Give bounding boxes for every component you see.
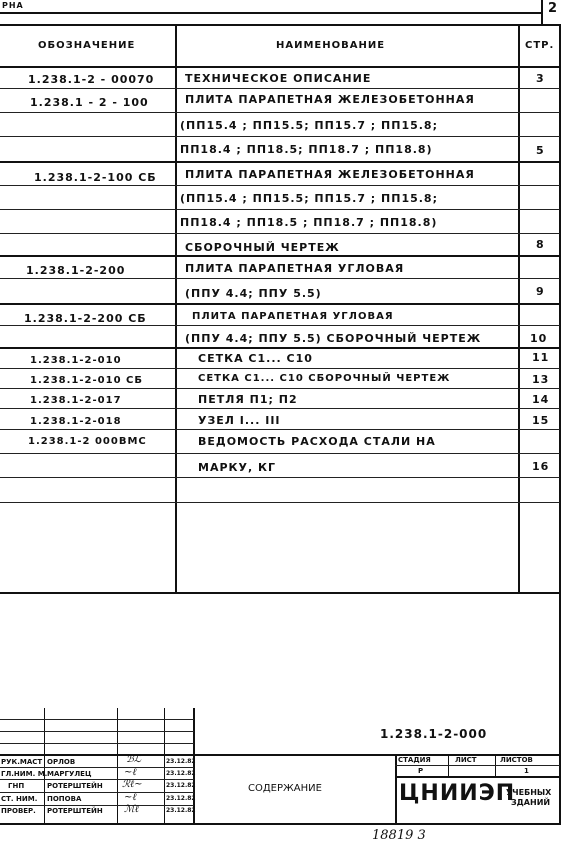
table-row (0, 409, 560, 430)
row-page: 8 (536, 238, 545, 251)
row-name: УЗЕЛ I... III (198, 414, 281, 427)
row-page: 9 (536, 285, 545, 298)
row-name: (ПП15.4 ; ПП15.5; ПП15.7 ; ПП15.8; (180, 192, 438, 205)
row-name: (ППУ 4.4; ППУ 5.5) СБОРОЧНЫЙ ЧЕРТЕЖ (185, 332, 482, 345)
table-row (0, 89, 560, 113)
signer-row (0, 793, 194, 805)
table-row (0, 454, 560, 478)
signer-row (0, 805, 194, 817)
sheets-value: 1 (524, 767, 529, 775)
row-name: ПЛИТА ПАРАПЕТНАЯ УГЛОВАЯ (192, 311, 394, 322)
row-page: 13 (532, 373, 550, 386)
table-row (0, 279, 560, 304)
row-page: 15 (532, 414, 550, 427)
row-name: СЕТКА С1... С10 (198, 352, 313, 365)
top-rule (0, 12, 542, 14)
signer-name: РОТЕРШТЕЙН (47, 782, 103, 790)
signer-date: 23.12.82 (166, 782, 196, 789)
signer-name: ПОПОВА (47, 795, 82, 803)
row-designation: 1.238.1-2-200 (26, 264, 126, 277)
row-name: СЕТКА С1... С10 СБОРОЧНЫЙ ЧЕРТЕЖ (198, 373, 451, 384)
contents-table (0, 24, 561, 644)
title-block (0, 708, 561, 824)
table-row (0, 430, 560, 454)
row-designation: 1.238.1 - 2 - 100 (30, 96, 149, 109)
row-name: (ППУ 4.4; ППУ 5.5) (185, 287, 322, 300)
signer-date: 23.12.82 (166, 807, 196, 814)
stage-label: СТАДИЯ (398, 756, 431, 764)
signer-role: ГНП (8, 782, 25, 790)
row-name: (ПП15.4 ; ПП15.5; ПП15.7 ; ПП15.8; (180, 119, 438, 132)
row-name: ПП18.4 ; ПП18.5; ПП18.7 ; ПП18.8) (180, 143, 433, 156)
signer-role: ГЛ.НИМ. М. (1, 770, 48, 778)
row-designation: 1.238.1-2-100 СБ (34, 171, 157, 184)
bottom-note: 18819 3 (372, 828, 426, 843)
header-name: НАИМЕНОВАНИЕ (276, 40, 386, 51)
header-page: СТР. (525, 40, 555, 51)
signature: ~ℓ (124, 767, 137, 778)
page-number: 2 (548, 1, 559, 16)
row-designation: 1.238.1-2 - 00070 (28, 73, 155, 86)
row-designation: 1.238.1-2-200 СБ (24, 312, 147, 325)
table-row (0, 113, 560, 137)
sheets-label: ЛИСТОВ (500, 756, 533, 764)
table-row (0, 164, 560, 186)
row-page: 10 (530, 332, 548, 345)
signer-row (0, 780, 194, 792)
org-name: ЦНИИЭП (399, 781, 516, 806)
signer-date: 23.12.82 (166, 758, 196, 765)
row-page: 11 (532, 351, 550, 364)
row-name: ПЛИТА ПАРАПЕТНАЯ ЖЕЛЕЗОБЕТОННАЯ (185, 93, 475, 106)
row-name: МАРКУ, КГ (198, 461, 277, 474)
table-row (0, 349, 560, 369)
table-row (0, 389, 560, 409)
row-name: ПЛИТА ПАРАПЕТНАЯ ЖЕЛЕЗОБЕТОННАЯ (185, 168, 475, 181)
signer-role: РУК.МАСТ (1, 758, 43, 766)
signer-name: ОРЛОВ (47, 758, 76, 766)
signer-name: МАРГУЛЕЦ (47, 770, 92, 778)
signer-role: ПРОВЕР. (1, 807, 36, 815)
signer-row (0, 768, 194, 780)
signer-row (0, 756, 194, 768)
empty-row-line (0, 502, 560, 503)
top-left-label: РНА (2, 1, 24, 10)
table-row (0, 234, 560, 256)
signature: ℬℒ (126, 754, 142, 765)
row-name: ПЕТЛЯ П1; П2 (198, 393, 298, 406)
org-sub2: ЗДАНИЙ (511, 798, 551, 807)
row-name: ПП18.4 ; ПП18.5 ; ПП18.7 ; ПП18.8) (180, 216, 438, 229)
signature: ℛℓ~ (122, 779, 143, 790)
table-row (0, 369, 560, 389)
stage-value: Р (418, 767, 424, 775)
table-row (0, 68, 560, 89)
row-name: ВЕДОМОСТЬ РАСХОДА СТАЛИ НА (198, 435, 436, 448)
signature: ~ℓ (124, 792, 137, 803)
table-row (0, 305, 560, 326)
signer-role: СТ. НИМ. (1, 795, 38, 803)
row-name: ТЕХНИЧЕСКОЕ ОПИСАНИЕ (185, 72, 372, 85)
signer-name: РОТЕРШТЕЙН (47, 807, 103, 815)
row-designation: 1.238.1-2-018 (30, 416, 122, 427)
signer-date: 23.12.82 (166, 770, 196, 777)
signature: ℳℓ (124, 804, 139, 815)
table-row (0, 257, 560, 279)
table-row (0, 210, 560, 234)
doc-code: 1.238.1-2-000 (380, 727, 488, 741)
row-page: 14 (532, 393, 550, 406)
row-designation: 1.238.1-2-017 (30, 395, 122, 406)
table-row (0, 137, 560, 162)
row-designation: 1.238.1-2-010 СБ (30, 375, 143, 386)
sheet-label: ЛИСТ (455, 756, 477, 764)
row-page: 16 (532, 460, 550, 473)
row-page: 3 (536, 72, 545, 85)
page-number-divider (541, 0, 543, 25)
signer-date: 23.12.82 (166, 795, 196, 802)
row-name: СБОРОЧНЫЙ ЧЕРТЕЖ (185, 241, 340, 254)
header-designation: ОБОЗНАЧЕНИЕ (38, 40, 136, 51)
org-sub1: УЧЕБНЫХ (506, 788, 552, 797)
doc-title: СОДЕРЖАНИЕ (248, 783, 322, 794)
table-row (0, 326, 560, 348)
row-name: ПЛИТА ПАРАПЕТНАЯ УГЛОВАЯ (185, 262, 405, 275)
table-end-rule (0, 592, 560, 594)
row-designation: 1.238.1-2-010 (30, 355, 122, 366)
row-designation: 1.238.1-2 000ВМС (28, 436, 147, 447)
row-page: 5 (536, 144, 545, 157)
table-row (0, 186, 560, 210)
